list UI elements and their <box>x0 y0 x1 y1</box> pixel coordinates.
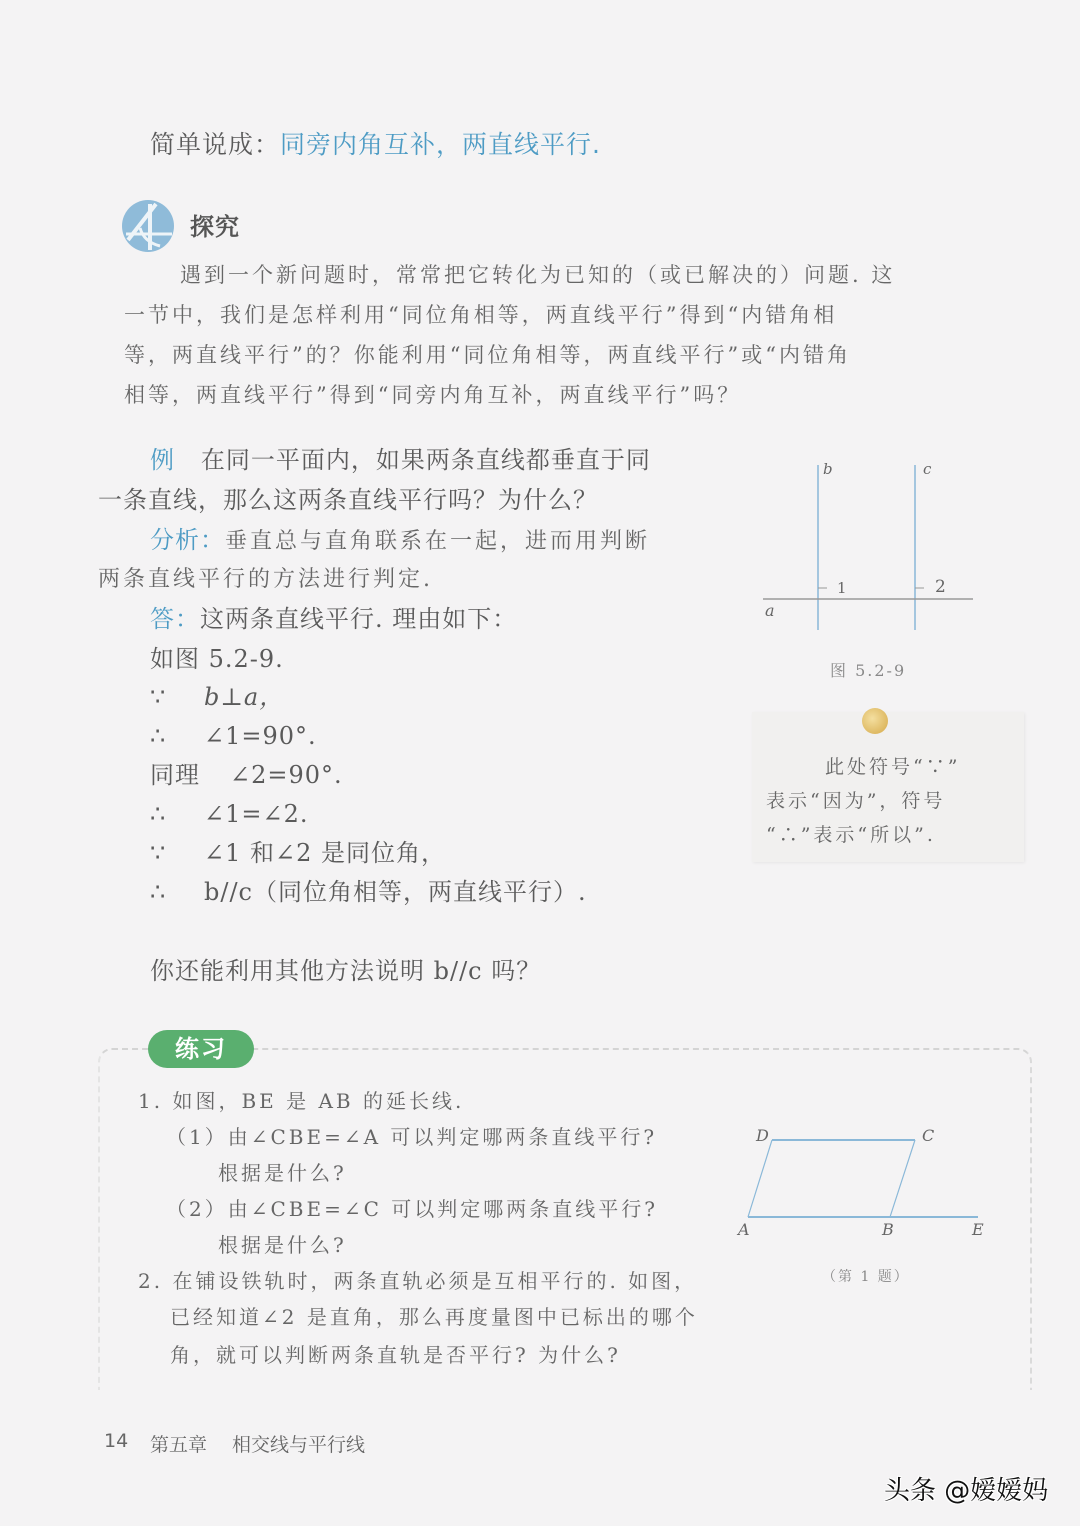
practice-q1-part1: （1）由∠CBE=∠A 可以判定哪两条直线平行? <box>166 1125 658 1149</box>
example-question-line: 一条直线，那么这两条直线平行吗？为什么？ <box>98 486 598 514</box>
proof-step: 同理 ∠2=90°. <box>150 761 343 789</box>
summary-prefix: 简单说成： <box>150 130 281 159</box>
summary-line <box>150 130 601 160</box>
example-label: 例 <box>150 446 175 474</box>
page-number: 14 <box>104 1430 129 1452</box>
analysis-line: 两条直线平行的方法进行判定. <box>98 567 433 592</box>
analysis-label: 分析： <box>150 526 225 554</box>
practice-q1-part2: （2）由∠CBE=∠C 可以判定哪两条直线平行? <box>166 1197 658 1221</box>
practice-figure-caption: （第 1 题） <box>822 1269 910 1285</box>
point-label-D: D <box>756 1126 769 1145</box>
proof-step: ∵ ∠1 和∠2 是同位角， <box>150 839 447 867</box>
proof-step: ∴ b//c（同位角相等，两直线平行）. <box>150 878 587 906</box>
practice-q2-line: 已经知道∠2 是直角，那么再度量图中已标出的哪个 <box>170 1305 698 1329</box>
side-note-line: “∴”表示“所以”. <box>766 824 936 846</box>
chapter-label: 第五章 <box>150 1434 208 1456</box>
angle-label-1: 1 <box>837 579 847 597</box>
summary-highlight: 同旁内角互补，两直线平行. <box>280 130 601 159</box>
example-question-line: 例 在同一平面内，如果两条直线都垂直于同 <box>150 446 651 474</box>
point-label-C: C <box>922 1126 935 1145</box>
line-label-a: a <box>765 601 775 620</box>
line-label-c: c <box>923 460 932 478</box>
practice-q2-line: 角，就可以判断两条直轨是否平行? 为什么? <box>170 1343 621 1367</box>
explore-title: 探究 <box>190 213 240 241</box>
parallelogram-figure <box>730 1120 1000 1250</box>
analysis-line: 分析：垂直总与直角联系在一起，进而用判断 <box>150 526 651 554</box>
angle-label-2: 2 <box>935 577 946 597</box>
side-note-line: 表示“因为”，符号 <box>766 790 946 812</box>
answer-label: 答： <box>150 605 200 633</box>
figure-caption: 图 5.2-9 <box>830 661 907 680</box>
point-label-B: B <box>882 1220 894 1239</box>
chapter-title: 相交线与平行线 <box>232 1434 366 1456</box>
practice-q1-stem: 1. 如图，BE 是 AB 的延长线. <box>138 1089 465 1113</box>
explore-paragraph-line: 一节中，我们是怎样利用“同位角相等，两直线平行”得到“内错角相 <box>124 303 838 327</box>
line-label-b: b <box>823 460 833 478</box>
proof-step: ∴ ∠1=90°. <box>150 722 317 750</box>
side-note-line: 此处符号“∵” <box>825 756 961 778</box>
practice-q2-line: 2. 在铺设铁轨时，两条直轨必须是互相平行的. 如图， <box>138 1269 698 1293</box>
explore-paragraph-line: 等，两直线平行”的？你能利用“同位角相等，两直线平行”或“内错角 <box>124 343 851 367</box>
figure-reference: 如图 5.2-9. <box>150 645 284 673</box>
point-label-E: E <box>972 1220 984 1239</box>
proof-step: ∵ b⊥a， <box>150 683 285 711</box>
proof-step: ∴ ∠1=∠2. <box>150 800 309 828</box>
practice-q1-part2-reason: 根据是什么? <box>218 1233 347 1257</box>
followup-question: 你还能利用其他方法说明 b//c 吗？ <box>150 957 542 985</box>
practice-q1-part1-reason: 根据是什么? <box>218 1161 347 1185</box>
point-label-A: A <box>738 1220 750 1239</box>
answer-line: 答：这两条直线平行. 理由如下： <box>150 605 518 633</box>
watermark: 头条 @嫒嫒妈 <box>884 1476 1049 1506</box>
practice-badge: 练习 <box>148 1030 254 1068</box>
explore-paragraph-line: 遇到一个新问题时，常常把它转化为已知的（或已解决的）问题. 这 <box>180 263 896 287</box>
figure-5-2-9 <box>755 455 985 645</box>
explore-icon <box>120 198 176 254</box>
pin-icon <box>862 708 888 734</box>
explore-paragraph-line: 相等，两直线平行”得到“同旁内角互补，两直线平行”吗？ <box>124 383 742 407</box>
